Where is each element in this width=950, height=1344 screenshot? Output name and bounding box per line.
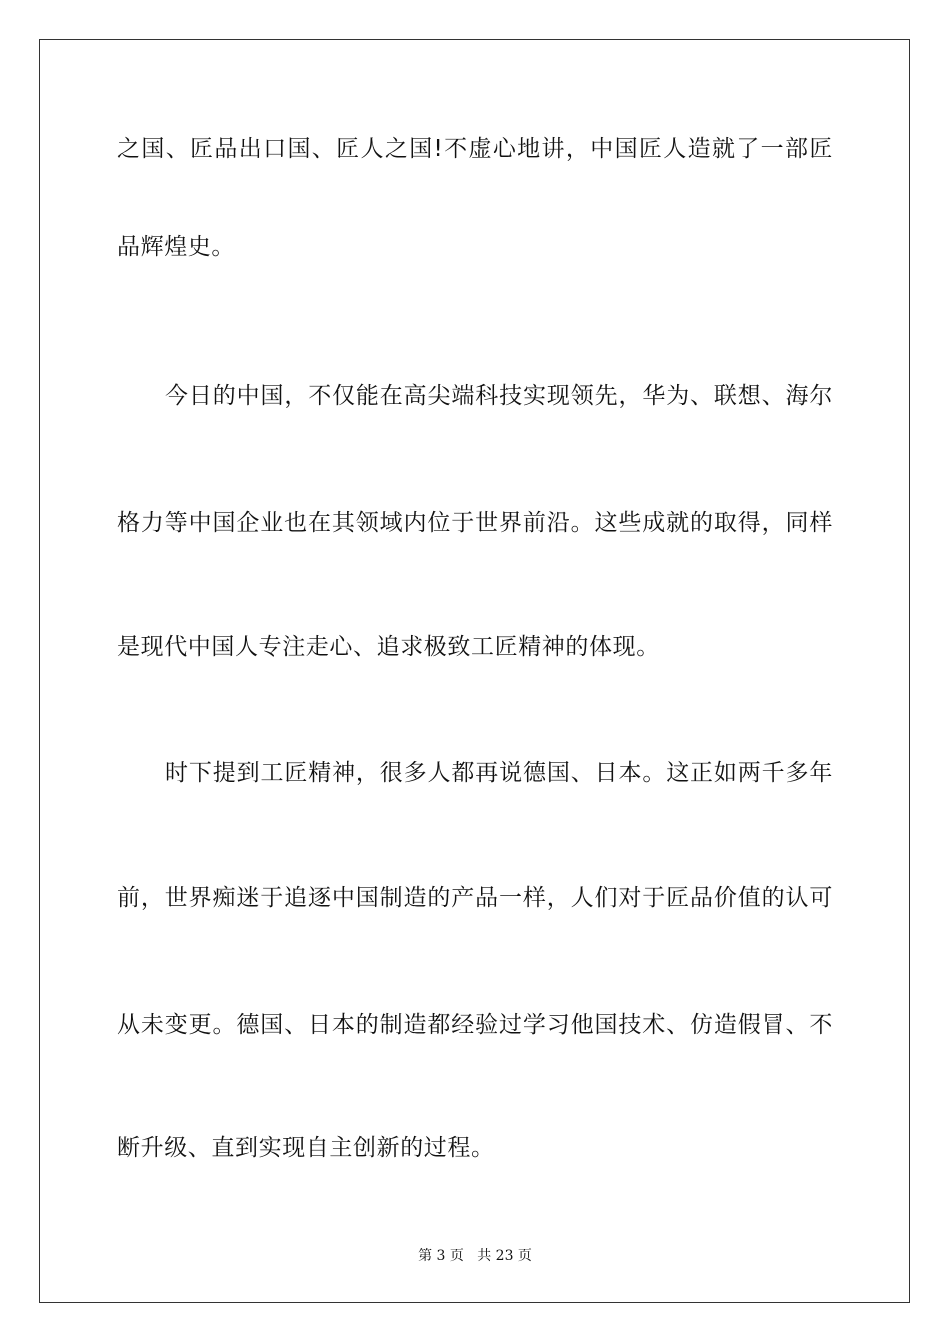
page-number-footer: 第 3 页 共 23 页 — [418, 1248, 532, 1264]
body-text-line: 断升级、直到实现自主创新的过程。 — [117, 1135, 495, 1161]
paragraph-first-line: 今日的中国，不仅能在高尖端科技实现领先，华为、联想、海尔 — [165, 383, 833, 409]
body-text-line: 之国、匠品出口国、匠人之国!不虚心地讲，中国匠人造就了一部匠 — [117, 136, 833, 162]
paragraph-first-line: 时下提到工匠精神，很多人都再说德国、日本。这正如两千多年 — [165, 760, 833, 786]
body-text-line: 是现代中国人专注走心、追求极致工匠精神的体现。 — [117, 634, 660, 660]
body-text-line: 从未变更。德国、日本的制造都经验过学习他国技术、仿造假冒、不 — [117, 1012, 833, 1038]
body-text-line: 格力等中国企业也在其领域内位于世界前沿。这些成就的取得，同样 — [117, 510, 833, 536]
page-border — [39, 39, 910, 1303]
body-text-line: 品辉煌史。 — [117, 234, 235, 260]
body-text-line: 前，世界痴迷于追逐中国制造的产品一样，人们对于匠品价值的认可 — [117, 885, 833, 911]
